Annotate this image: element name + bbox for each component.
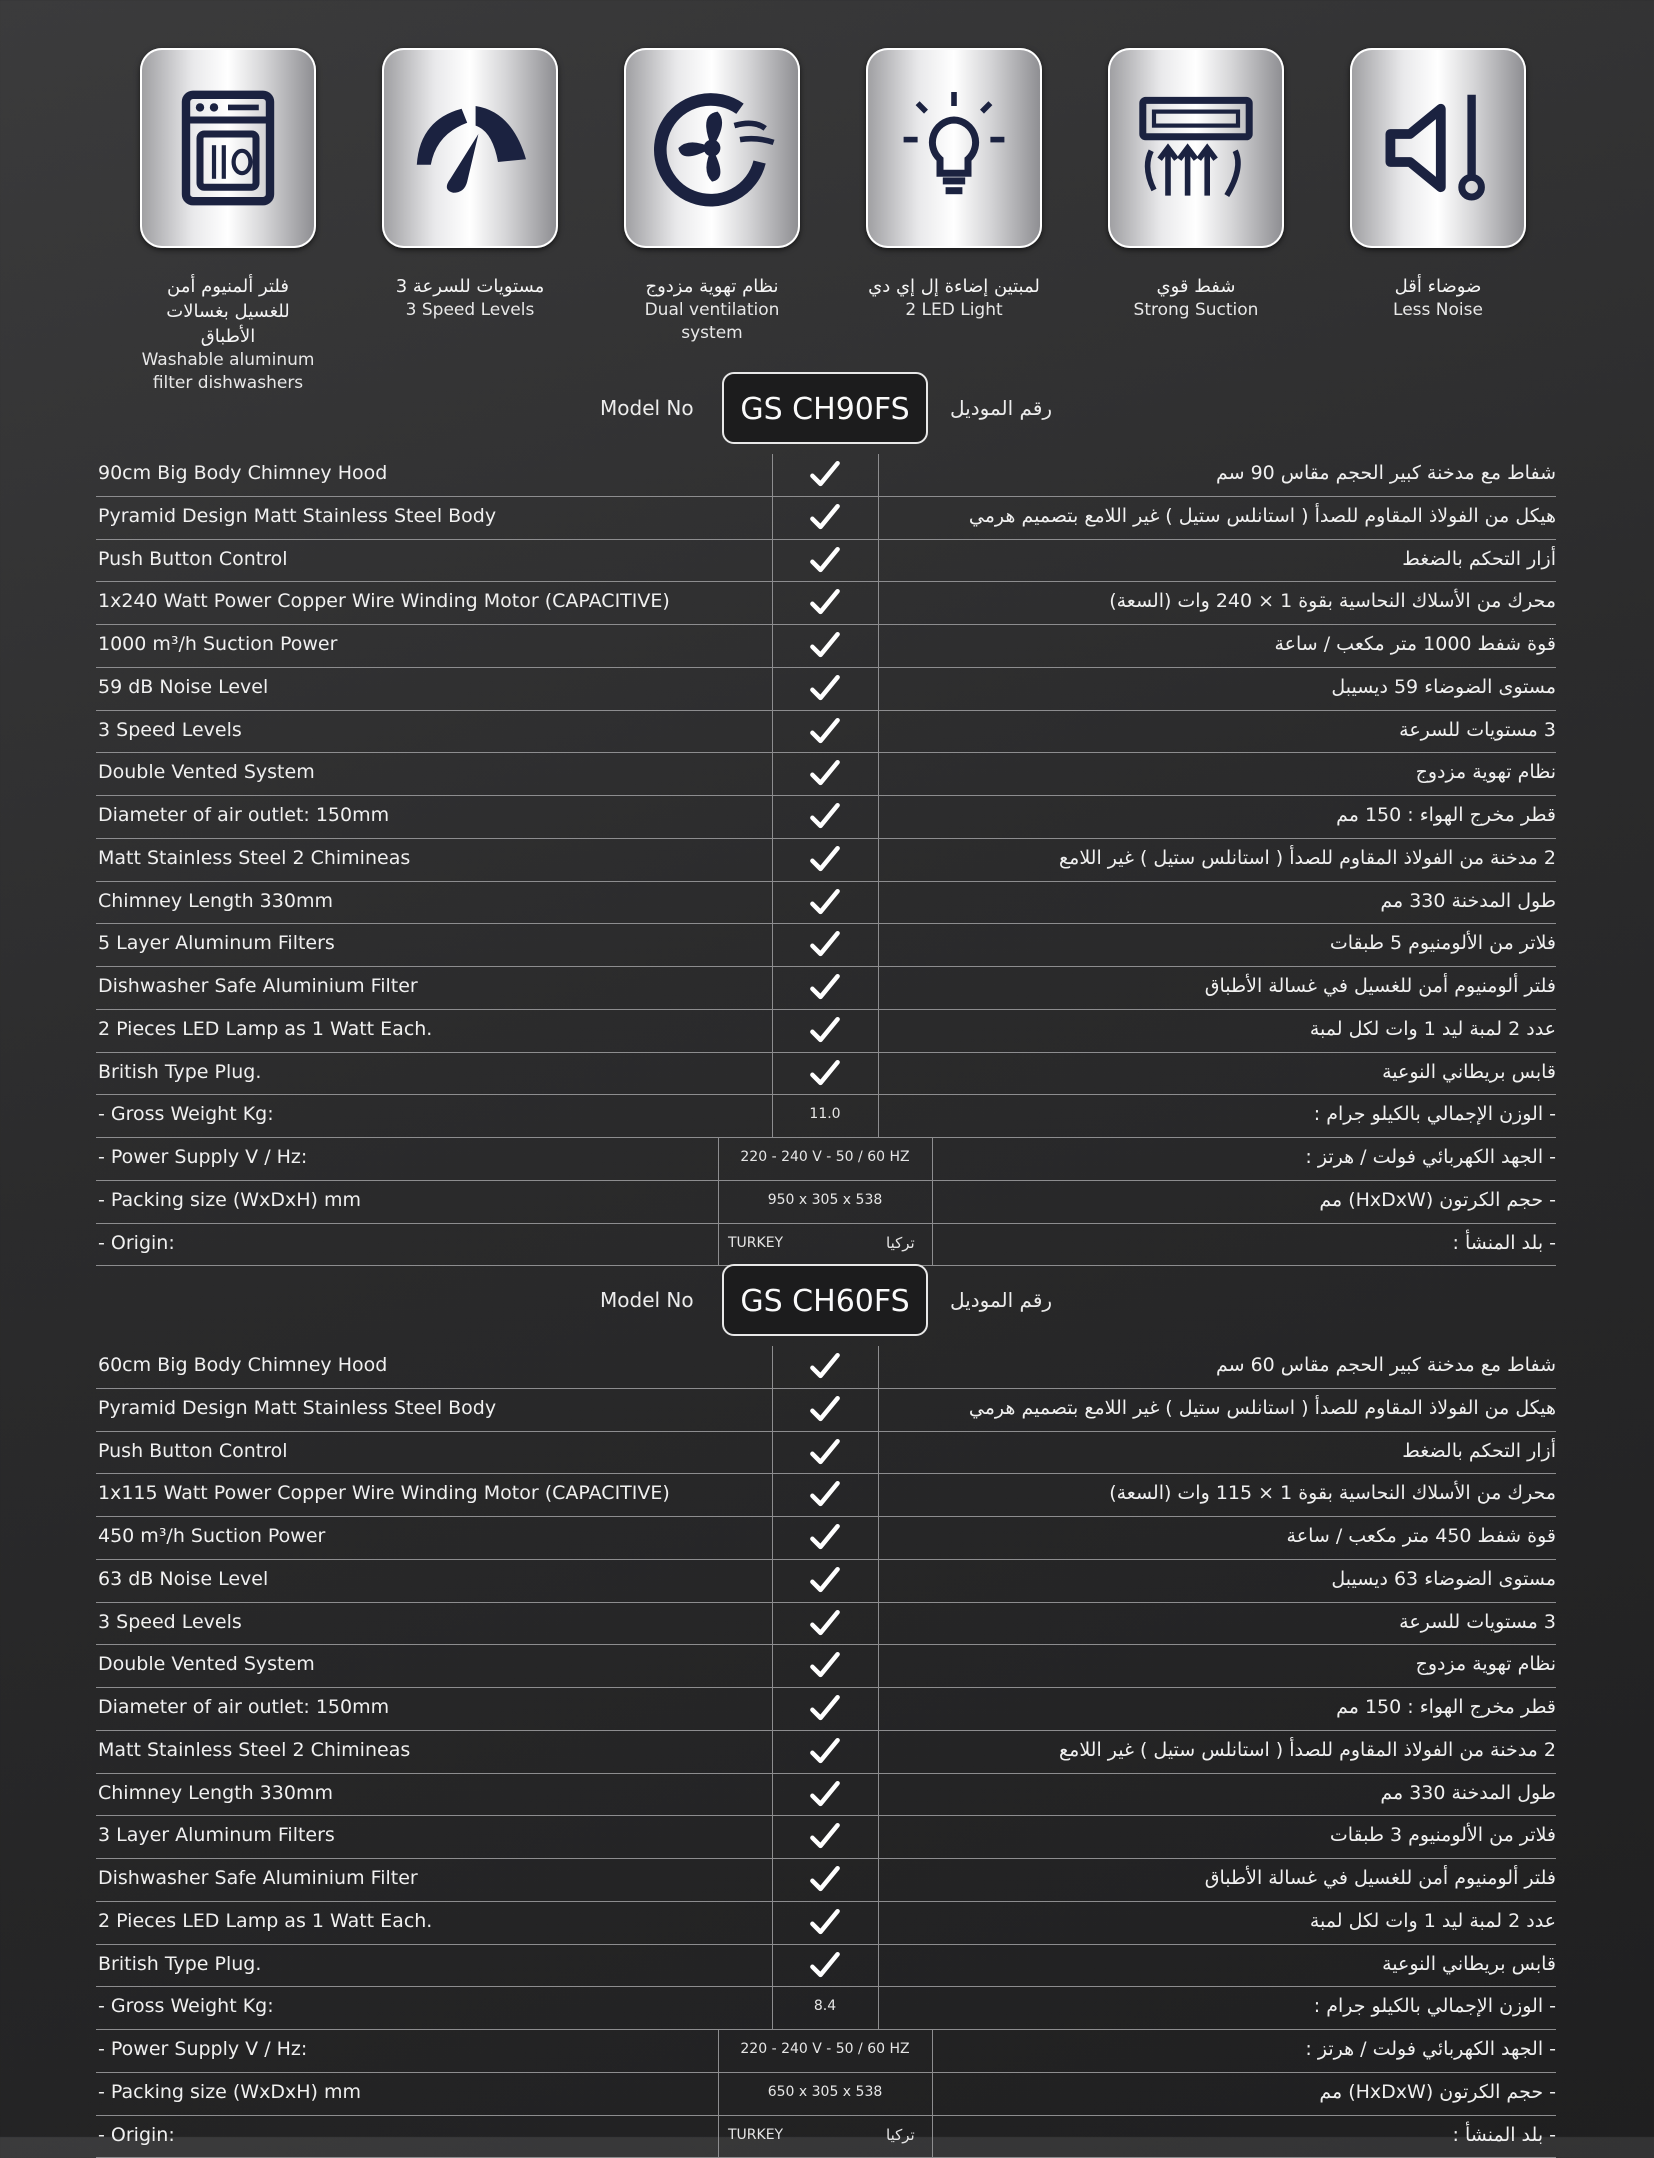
origin-value-en: TURKEY <box>728 2127 783 2143</box>
feature-speed <box>380 48 560 322</box>
origin-label-en: - Origin: <box>98 1232 175 1254</box>
check-icon <box>807 1733 843 1769</box>
spec-ar: قوة شفط 1000 متر مكعب / ساعة <box>1274 633 1556 655</box>
suction-icon <box>1126 78 1266 218</box>
spec-table <box>96 1346 1556 2158</box>
spec-en: 1000 m³/h Suction Power <box>98 633 337 655</box>
model-label-en: Model No <box>600 396 694 420</box>
packing-label-ar: - حجم الكرتون (HxDxW) مم <box>1319 2081 1556 2103</box>
spec-ar: فلتر ألومنيوم أمن للغسيل في غسالة الأطباق <box>1205 975 1556 997</box>
feature-led <box>864 48 1044 322</box>
packing-value: 650 x 305 x 538 <box>718 2084 932 2100</box>
low-noise-icon <box>1368 78 1508 218</box>
spec-en: Push Button Control <box>98 1440 288 1462</box>
check-icon <box>807 969 843 1005</box>
spec-en: 1x115 Watt Power Copper Wire Winding Motor (CAPACITIVE) <box>98 1482 670 1504</box>
check-icon <box>807 1434 843 1470</box>
spec-ar: قوة شفط 450 متر مكعب / ساعة <box>1287 1525 1556 1547</box>
feature-label-ar: لمبتين إضاءة إل إي دي <box>864 274 1044 299</box>
spec-ar: شفاط مع مدخنة كبير الحجم مقاس 60 سم <box>1216 1354 1556 1376</box>
spec-en: 59 dB Noise Level <box>98 676 268 698</box>
spec-en: British Type Plug. <box>98 1953 261 1975</box>
spec-ar: أزار التحكم بالضغط <box>1402 1440 1556 1462</box>
feature-label-en: 2 LED Light <box>864 299 1044 322</box>
spec-row <box>96 753 1556 796</box>
spec-en: British Type Plug. <box>98 1061 261 1083</box>
spec-en: 2 Pieces LED Lamp as 1 Watt Each. <box>98 1018 432 1040</box>
spec-ar: 3 مستويات للسرعة <box>1399 719 1556 741</box>
check-icon <box>807 627 843 663</box>
feature-tile <box>140 48 316 248</box>
spec-row <box>96 924 1556 967</box>
feature-label-en: Strong Suction <box>1106 299 1286 322</box>
feature-label-en: Dual ventilation system <box>622 299 802 345</box>
spec-ar: عدد 2 لمبة ليد 1 وات لكل لمبة <box>1310 1910 1556 1932</box>
feature-dishwasher <box>138 48 318 395</box>
feature-tile <box>866 48 1042 248</box>
packing-label-ar: - حجم الكرتون (HxDxW) مم <box>1319 1189 1556 1211</box>
spec-en: Chimney Length 330mm <box>98 890 333 912</box>
feature-label-ar: 3 مستويات للسرعة <box>380 274 560 299</box>
spec-ar: شفاط مع مدخنة كبير الحجم مقاس 90 سم <box>1216 462 1556 484</box>
check-icon <box>807 1476 843 1512</box>
check-icon <box>807 1562 843 1598</box>
spec-ar: نظام تهوية مزدوج <box>1416 761 1556 783</box>
power-value: 220 - 240 V - 50 / 60 HZ <box>718 1149 932 1165</box>
check-icon <box>807 713 843 749</box>
spec-en: 450 m³/h Suction Power <box>98 1525 325 1547</box>
feature-label-en: Washable aluminum filter dishwashers <box>138 349 318 395</box>
spec-en: Matt Stainless Steel 2 Chimineas <box>98 847 410 869</box>
packing-row <box>96 1181 1556 1224</box>
check-icon <box>807 1776 843 1812</box>
spec-row <box>96 1603 1556 1646</box>
feature-tile <box>1350 48 1526 248</box>
spec-ar: عدد 2 لمبة ليد 1 وات لكل لمبة <box>1310 1018 1556 1040</box>
spec-ar: طول المدخنة 330 مم <box>1380 1782 1556 1804</box>
spec-en: Pyramid Design Matt Stainless Steel Body <box>98 505 496 527</box>
spec-ar: طول المدخنة 330 مم <box>1380 890 1556 912</box>
feature-noise <box>1348 48 1528 322</box>
spec-row <box>96 1346 1556 1389</box>
check-icon <box>807 542 843 578</box>
check-icon <box>807 841 843 877</box>
spec-row <box>96 454 1556 497</box>
origin-label-ar: - بلد المنشأ : <box>1453 2124 1556 2146</box>
packing-value: 950 x 305 x 538 <box>718 1192 932 1208</box>
check-icon <box>807 1904 843 1940</box>
origin-label-en: - Origin: <box>98 2124 175 2146</box>
feature-ventilation <box>622 48 802 345</box>
spec-row <box>96 1010 1556 1053</box>
spec-en: Double Vented System <box>98 1653 315 1675</box>
check-icon <box>807 926 843 962</box>
origin-value-ar: تركيا <box>886 2126 915 2144</box>
spec-ar: نظام تهوية مزدوج <box>1416 1653 1556 1675</box>
spec-ar: محرك من الأسلاك النحاسية بقوة 1 × 240 وات (السعة) <box>1109 590 1556 612</box>
power-label-en: - Power Supply V / Hz: <box>98 2038 307 2060</box>
origin-value-en: TURKEY <box>728 1235 783 1251</box>
spec-ar: قطر مخرج الهواء : 150 مم <box>1336 804 1556 826</box>
spec-row <box>96 497 1556 540</box>
spec-row <box>96 1688 1556 1731</box>
spec-ar: فلتر ألومنيوم أمن للغسيل في غسالة الأطباق <box>1205 1867 1556 1889</box>
feature-tile <box>624 48 800 248</box>
origin-value-ar: تركيا <box>886 1234 915 1252</box>
feature-label-ar: فلتر ألمنيوم أمن للغسيل بغسالات الأطباق <box>138 274 318 349</box>
spec-ar: فلاتر من الألومنيوم 3 طبقات <box>1330 1824 1556 1846</box>
power-row <box>96 2030 1556 2073</box>
feature-tile <box>1108 48 1284 248</box>
spec-row <box>96 1859 1556 1902</box>
check-icon <box>807 499 843 535</box>
spec-ar: محرك من الأسلاك النحاسية بقوة 1 × 115 وات (السعة) <box>1109 1482 1556 1504</box>
model-number: GS CH60FS <box>722 1264 928 1336</box>
weight-label-en: - Gross Weight Kg: <box>98 1103 274 1125</box>
feature-label-en: 3 Speed Levels <box>380 299 560 322</box>
weight-value: 11.0 <box>772 1106 878 1122</box>
spec-ar: 2 مدخنة من الفولاذ المقاوم للصدأ ( استانلس ستيل ) غير اللامع <box>1059 847 1556 869</box>
check-icon <box>807 456 843 492</box>
weight-label-ar: - الوزن الإجمالي بالكيلو جرام : <box>1314 1995 1556 2017</box>
power-row <box>96 1138 1556 1181</box>
check-icon <box>807 584 843 620</box>
packing-label-en: - Packing size (WxDxH) mm <box>98 2081 361 2103</box>
spec-row <box>96 1902 1556 1945</box>
spec-row <box>96 668 1556 711</box>
packing-row <box>96 2073 1556 2116</box>
weight-row <box>96 1095 1556 1138</box>
dishwasher-icon <box>158 78 298 218</box>
spec-row <box>96 1945 1556 1988</box>
model-label-ar: رقم الموديل <box>950 1288 1052 1312</box>
spec-ar: قابس بريطاني النوعية <box>1382 1953 1556 1975</box>
check-icon <box>807 884 843 920</box>
spec-en: 2 Pieces LED Lamp as 1 Watt Each. <box>98 1910 432 1932</box>
feature-icons <box>138 48 1538 388</box>
packing-label-en: - Packing size (WxDxH) mm <box>98 1189 361 1211</box>
feature-label-en: Less Noise <box>1348 299 1528 322</box>
power-label-en: - Power Supply V / Hz: <box>98 1146 307 1168</box>
spec-en: 1x240 Watt Power Copper Wire Winding Motor (CAPACITIVE) <box>98 590 670 612</box>
spec-en: Pyramid Design Matt Stainless Steel Body <box>98 1397 496 1419</box>
spec-row <box>96 1474 1556 1517</box>
check-icon <box>807 1519 843 1555</box>
spec-en: Matt Stainless Steel 2 Chimineas <box>98 1739 410 1761</box>
weight-label-en: - Gross Weight Kg: <box>98 1995 274 2017</box>
spec-en: 3 Speed Levels <box>98 719 242 741</box>
weight-row <box>96 1987 1556 2030</box>
model-label-en: Model No <box>600 1288 694 1312</box>
spec-ar: هيكل من الفولاذ المقاوم للصدأ ( استانلس ستيل ) غير اللامع بتصميم هرمي <box>969 1397 1556 1419</box>
check-icon <box>807 1348 843 1384</box>
spec-row <box>96 540 1556 583</box>
spec-row <box>96 582 1556 625</box>
fan-icon <box>642 78 782 218</box>
spec-row <box>96 1560 1556 1603</box>
feature-suction <box>1106 48 1286 322</box>
model-header <box>0 1264 1654 1340</box>
spec-en: 60cm Big Body Chimney Hood <box>98 1354 387 1376</box>
check-icon <box>807 1861 843 1897</box>
spec-en: Dishwasher Safe Aluminium Filter <box>98 1867 418 1889</box>
spec-row <box>96 625 1556 668</box>
feature-label-ar: ضوضاء أقل <box>1348 274 1528 299</box>
spec-row <box>96 839 1556 882</box>
check-icon <box>807 1012 843 1048</box>
spec-row <box>96 1053 1556 1096</box>
spec-table <box>96 454 1556 1266</box>
spec-row <box>96 1432 1556 1475</box>
spec-row <box>96 1389 1556 1432</box>
check-icon <box>807 798 843 834</box>
check-icon <box>807 670 843 706</box>
power-label-ar: - الجهد الكهربائي فولت / هرتز : <box>1305 1146 1556 1168</box>
spec-row <box>96 796 1556 839</box>
spec-ar: مستوى الضوضاء 63 ديسيبل <box>1331 1568 1556 1590</box>
spec-row <box>96 711 1556 754</box>
check-icon <box>807 1605 843 1641</box>
feature-label-ar: نظام تهوية مزدوج <box>622 274 802 299</box>
spec-row <box>96 1774 1556 1817</box>
spec-en: 5 Layer Aluminum Filters <box>98 932 335 954</box>
spec-ar: قطر مخرج الهواء : 150 مم <box>1336 1696 1556 1718</box>
check-icon <box>807 1391 843 1427</box>
spec-ar: مستوى الضوضاء 59 ديسيبل <box>1331 676 1556 698</box>
check-icon <box>807 1647 843 1683</box>
check-icon <box>807 1818 843 1854</box>
spec-en: Diameter of air outlet: 150mm <box>98 804 389 826</box>
origin-row <box>96 1224 1556 1267</box>
feature-tile <box>382 48 558 248</box>
spec-ar: 3 مستويات للسرعة <box>1399 1611 1556 1633</box>
weight-value: 8.4 <box>772 1998 878 2014</box>
check-icon <box>807 1947 843 1983</box>
model-number: GS CH90FS <box>722 372 928 444</box>
spec-en: Dishwasher Safe Aluminium Filter <box>98 975 418 997</box>
check-icon <box>807 1055 843 1091</box>
model-label-ar: رقم الموديل <box>950 396 1052 420</box>
check-icon <box>807 1690 843 1726</box>
spec-en: 3 Speed Levels <box>98 1611 242 1633</box>
spec-en: Double Vented System <box>98 761 315 783</box>
spec-en: Push Button Control <box>98 548 288 570</box>
power-label-ar: - الجهد الكهربائي فولت / هرتز : <box>1305 2038 1556 2060</box>
spec-ar: هيكل من الفولاذ المقاوم للصدأ ( استانلس ستيل ) غير اللامع بتصميم هرمي <box>969 505 1556 527</box>
check-icon <box>807 755 843 791</box>
spec-ar: 2 مدخنة من الفولاذ المقاوم للصدأ ( استانلس ستيل ) غير اللامع <box>1059 1739 1556 1761</box>
spec-ar: أزار التحكم بالضغط <box>1402 548 1556 570</box>
spec-row <box>96 882 1556 925</box>
spec-row <box>96 967 1556 1010</box>
light-bulb-icon <box>884 78 1024 218</box>
spec-en: Chimney Length 330mm <box>98 1782 333 1804</box>
spec-row <box>96 1816 1556 1859</box>
speed-gauge-icon <box>400 78 540 218</box>
spec-en: 63 dB Noise Level <box>98 1568 268 1590</box>
spec-row <box>96 1517 1556 1560</box>
origin-label-ar: - بلد المنشأ : <box>1453 1232 1556 1254</box>
spec-en: Diameter of air outlet: 150mm <box>98 1696 389 1718</box>
spec-ar: فلاتر من الألومنيوم 5 طبقات <box>1330 932 1556 954</box>
spec-ar: قابس بريطاني النوعية <box>1382 1061 1556 1083</box>
weight-label-ar: - الوزن الإجمالي بالكيلو جرام : <box>1314 1103 1556 1125</box>
power-value: 220 - 240 V - 50 / 60 HZ <box>718 2041 932 2057</box>
spec-row <box>96 1645 1556 1688</box>
model-header <box>0 372 1654 448</box>
spec-en: 3 Layer Aluminum Filters <box>98 1824 335 1846</box>
spec-row <box>96 1731 1556 1774</box>
feature-label-ar: شفط قوي <box>1106 274 1286 299</box>
spec-en: 90cm Big Body Chimney Hood <box>98 462 387 484</box>
